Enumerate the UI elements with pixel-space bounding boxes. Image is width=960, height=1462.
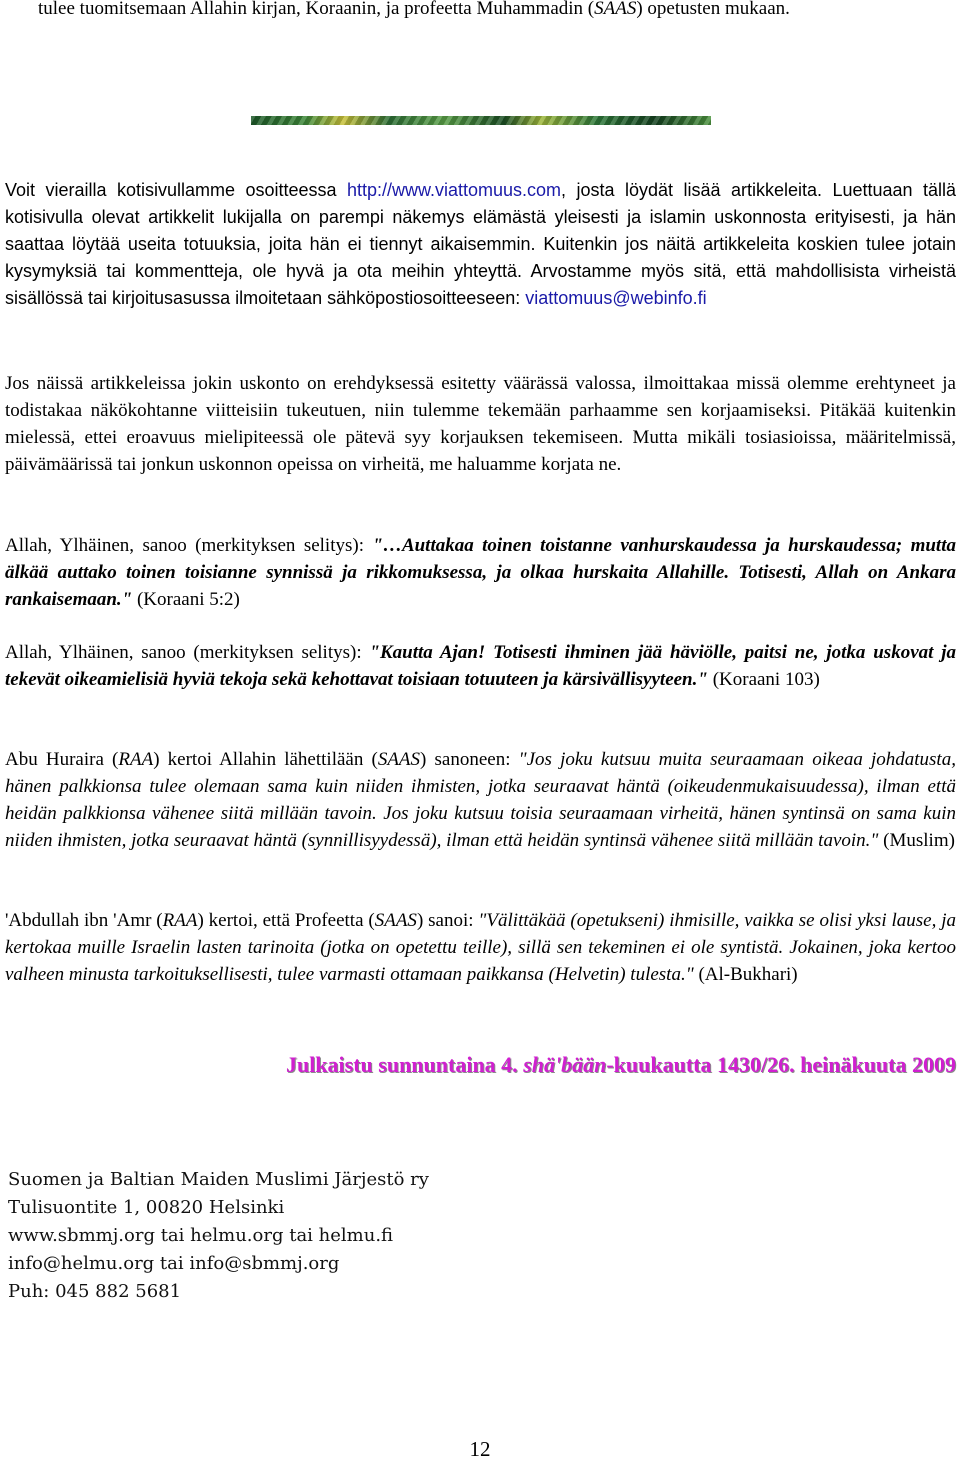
quote-text: "…Auttakaa toinen toistanne vanhurskaudessa ja hurskaudessa; mutta älkää auttako toinen toisianne synnissä ja rikkomuksessa, ja olkaa hurskaita Allahille. Totisesti, Allah on Ankara rankaisemaan." bbox=[5, 535, 956, 610]
hadith-text: ) kertoi, että Profeetta ( bbox=[197, 910, 375, 931]
quote-reference: (Koraani 5:2) bbox=[132, 589, 240, 610]
raa-abbr: RAA bbox=[162, 910, 198, 931]
email-link[interactable]: viattomuus@webinfo.fi bbox=[525, 288, 707, 308]
website-text: Voit vierailla kotisivullamme osoitteessa bbox=[5, 180, 347, 200]
hadith-reference: (Muslim) bbox=[878, 830, 955, 851]
intro-text-end: ) opetusten mukaan. bbox=[636, 0, 790, 19]
hadith-narrator: Abu Huraira ( bbox=[5, 749, 119, 770]
hadith-text: ) kertoi Allahin lähettilään ( bbox=[153, 749, 378, 770]
website-paragraph bbox=[5, 177, 956, 312]
intro-text: tulee tuomitsemaan Allahin kirjan, Koraanin, ja profeetta Muhammadin ( bbox=[38, 0, 595, 19]
quran-quote-103 bbox=[5, 639, 956, 693]
saas-abbr: SAAS bbox=[594, 0, 637, 19]
saas-abbr: SAAS bbox=[374, 910, 417, 931]
hadith-narrator: 'Abdullah ibn 'Amr ( bbox=[5, 910, 163, 931]
saas-abbr: SAAS bbox=[377, 749, 421, 770]
quran-quote-5-2 bbox=[5, 532, 956, 613]
intro-paragraph bbox=[38, 0, 956, 22]
hadith-text: ) sanoi: bbox=[416, 910, 479, 931]
publication-date-text-end: -kuukautta 1430/26. heinäkuuta 2009 bbox=[606, 1052, 956, 1077]
organization-contact-block bbox=[8, 1166, 429, 1306]
error-correction-paragraph: Jos näissä artikkeleissa jokin uskonto on erehdyksessä esitetty väärässä valossa, ilmoittakaa missä olemme erehtyneet ja todistakaa näkökohtanne viitteisiin tukeutuen, niin tulemme tekemään parhaamme sen korjaamiseksi. Pitäkää kuitenkin mielessä, ettei eroavuus mielipiteessä ole pätevä syy korjauksen tekemiseen. Mutta mikäli tosiasioissa, määritelmissä, päivämäärissä tai jonkun uskonnon opeissa on virheitä, me haluamme korjata ne. bbox=[5, 373, 956, 475]
hadith-text: ) sanoneen: bbox=[420, 749, 519, 770]
organization-name: Suomen ja Baltian Maiden Muslimi Järjestö ry bbox=[8, 1169, 429, 1190]
publication-date-text: Julkaistu sunnuntaina 4. bbox=[285, 1052, 524, 1077]
hadith-reference: (Al-Bukhari) bbox=[693, 964, 798, 985]
hadith-quote: "Jos joku kutsuu muita seuraamaan oikeaa johdatusta, hänen palkkionsa tulee olemaan sama kuin niiden ihmisten, jotka seuraavat häntä (oikeudenmukaisuudessa), ilman että heidän palkkionsa vähenee siitä millään tavoin. Jos joku kutsuu toisia seuraamaan virheitä, hänen syntinsä on sama kuin niiden ihmisten, jotka seuraavat häntä (synnillisyydessä), ilman että heidän syntinsä vähenee siitä millään tavoin." bbox=[5, 749, 956, 851]
organization-address: Tulisuontite 1, 00820 Helsinki bbox=[8, 1197, 285, 1218]
quote-text: "Kautta Ajan! Totisesti ihminen jää häviölle, paitsi ne, jotka uskovat ja tekevät oikeamielisiä hyviä tekoja sekä kehottavat toisiaan totuuteen ja kärsivällisyyteen." bbox=[5, 642, 956, 690]
hadith-abu-huraira bbox=[5, 746, 956, 854]
organization-email: info@helmu.org tai info@sbmmj.org bbox=[8, 1253, 340, 1274]
raa-abbr: RAA bbox=[118, 749, 154, 770]
hadith-abdullah-ibn-amr bbox=[5, 907, 956, 988]
hadith-quote: "Välittäkää (opetukseni) ihmisille, vaikka se olisi yksi lause, ja kertokaa muille Israelin lasten tarinoita (jotka on opetettu teille), sillä sen tekeminen ei ole syntistä. Jokainen, joka kertoo valheen minusta tarkoituksellisesti, tulee varmasti ottamaan paikkansa (Helvetin) tulesta." bbox=[5, 910, 956, 985]
quote-reference: (Koraani 103) bbox=[707, 669, 820, 690]
organization-phone: Puh: 045 882 5681 bbox=[8, 1281, 182, 1302]
organization-websites: www.sbmmj.org tai helmu.org tai helmu.fi bbox=[8, 1225, 394, 1246]
website-link[interactable]: http://www.viattomuus.com bbox=[346, 180, 562, 200]
website-text-body: , josta löydät lisää artikkeleita. Luettuaan tällä kotisivulla olevat artikkelit lukijalla on parempi näkemys elämästä yleisesti ja islamin uskonnosta erityisesti, ja hän saattaa löytää useita totuuksia, joita hän ei tiennyt aikaisemmin. Kuitenkin jos näitä artikkeleita koskien tulee jotain kysymyksiä tai kommentteja, ole hyvä ja ota meihin yhteyttä. Arvostamme myös sitä, että mahdollisista virheistä sisällössä tai kirjoitusasussa ilmoitetaan sähköpostiosoitteeseen: bbox=[5, 180, 956, 308]
decorative-banner-image bbox=[251, 116, 711, 125]
quote-lead: Allah, Ylhäinen, sanoo (merkityksen selitys): bbox=[5, 642, 370, 663]
page-number: 12 bbox=[469, 1437, 491, 1461]
publication-date bbox=[286, 1052, 956, 1078]
quote-lead: Allah, Ylhäinen, sanoo (merkityksen selitys): bbox=[5, 535, 373, 556]
publication-month: shä'bään bbox=[523, 1052, 607, 1077]
